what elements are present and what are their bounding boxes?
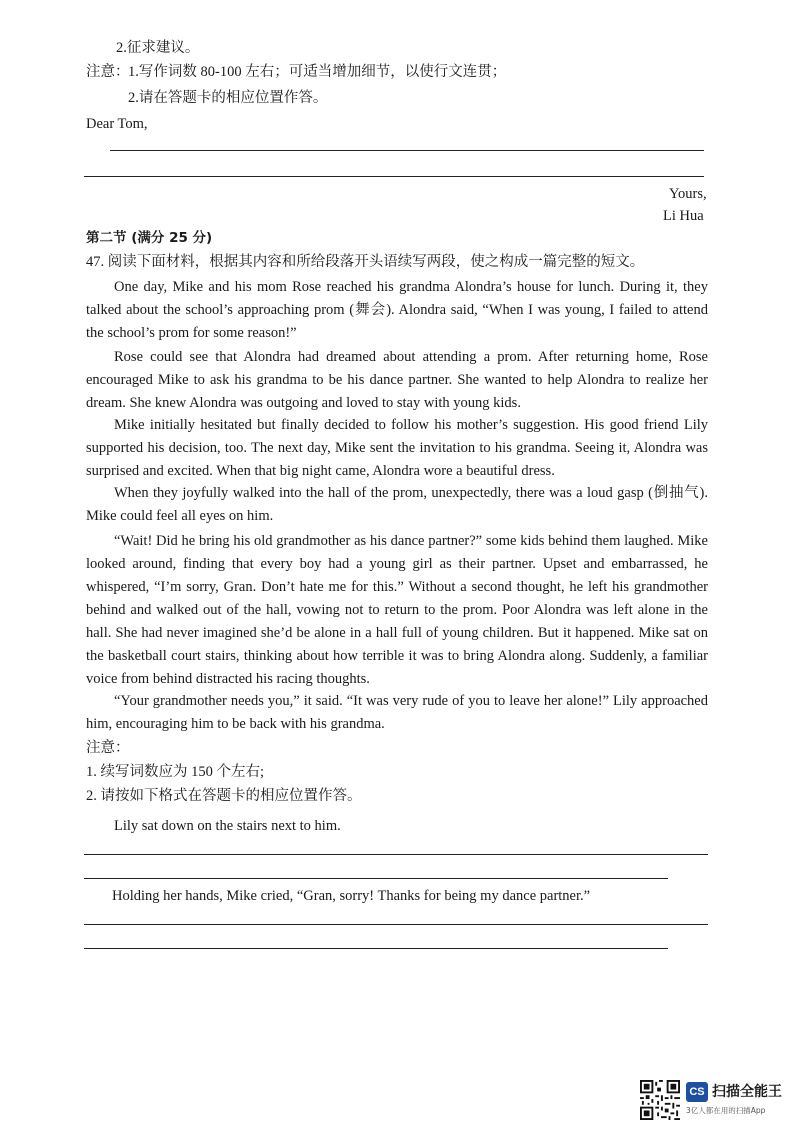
task-item-2: 2.征求建议。: [116, 40, 200, 56]
story-paragraph: When they joyfully walked into the hall of the prom, unexpectedly, there was a loud gasp (倒抽气). Mike could feel all eyes on him.: [86, 485, 708, 524]
continuation-note-1: 1. 续写词数应为 150 个左右;: [86, 764, 265, 780]
qr-code-icon: [640, 1080, 680, 1120]
answer-line: [84, 924, 708, 925]
letter-salutation: Dear Tom,: [86, 116, 148, 132]
continuation-note-2: 2. 请按如下格式在答题卡的相应位置作答。: [86, 788, 362, 804]
story-paragraph: Rose could see that Alondra had dreamed about attending a prom. After returning home, Rose encouraged Mike to ask his grandma to be his dance partner. She wanted to help Alondra to realize her dream. She knew Alondra was outgoing and loved to stay with young kids.: [86, 349, 708, 411]
story-paragraph: “Wait! Did he bring his old grandmother as his dance partner?” some kids behind them laughed. Mike looked around, finding that every boy had a young girl as their partner. Upset and embarrassed, he whispered, “I’m sorry, Gran. Don’t hate me for this.” Without a second thought, he left his grandmother behind and walked out of the hall, vowing not to return to the prom. Poor Alondra was left alone in the hall. She had never imagined she’d be alone in a hall full of young children. But it happened. Mike sat on the basketball court stairs, thinking about how terrible it was to bring Alondra along. Suddenly, a familiar voice from behind distracted his racing thoughts.: [86, 533, 708, 687]
letter-signature: Li Hua: [663, 208, 704, 224]
story-paragraph: One day, Mike and his mom Rose reached his grandma Alondra’s house for lunch. During it, they talked about the school’s approaching prom (舞会). Alondra said, “When I was young, I failed to attend the school’s prom for some reason!”: [86, 279, 708, 341]
story-paragraph: Mike initially hesitated but finally decided to follow his mother’s suggestion. His good friend Lily supported his decision, too. The next day, Mike sent the invitation to his grandma. Seeing it, Alondra was surprised and excited. When that big night came, Alondra wore a beautiful dress.: [86, 417, 708, 479]
answer-line: [84, 176, 704, 177]
section-heading: 第二节 (满分 25 分): [86, 230, 213, 246]
scanner-brand-name: 扫描全能王: [712, 1084, 782, 1100]
question-47: 47. 阅读下面材料，根据其内容和所给段落开头语续写两段，使之构成一篇完整的短文。: [86, 254, 645, 270]
story-paragraph: “Your grandmother needs you,” it said. “It was very rude of you to leave her alone!” Lily approached him, encouraging him to be back with his grandma.: [86, 693, 708, 732]
answer-line: [84, 948, 668, 949]
note-label-2: 注意：: [86, 740, 130, 756]
note-1: 1.写作词数 80-100 左右；可适当增加细节，以使行文连贯；: [128, 64, 507, 80]
scanner-tagline: 3亿人都在用的扫描App: [686, 1106, 766, 1115]
scanner-logo: CS: [686, 1082, 708, 1102]
letter-closing: Yours,: [669, 186, 707, 202]
note-label: 注意：: [86, 64, 130, 80]
answer-line: [84, 854, 708, 855]
note-2: 2.请在答题卡的相应位置作答。: [128, 90, 328, 106]
scanner-watermark: [640, 1078, 790, 1122]
answer-line: [110, 150, 704, 151]
paragraph-opener-1: Lily sat down on the stairs next to him.: [114, 818, 341, 834]
paragraph-opener-2: Holding her hands, Mike cried, “Gran, sorry! Thanks for being my dance partner.”: [112, 888, 591, 904]
answer-line: [84, 878, 668, 879]
